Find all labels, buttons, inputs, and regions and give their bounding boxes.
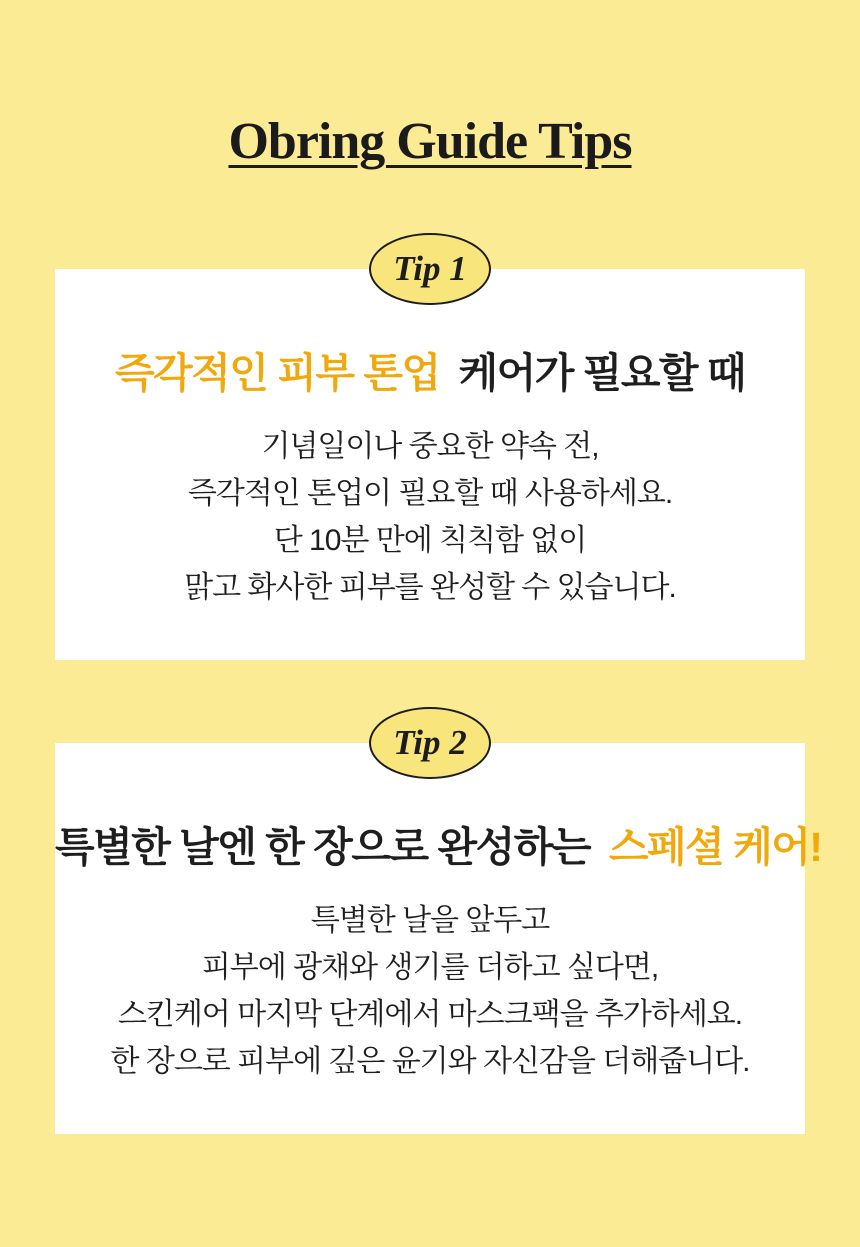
tip-1-body-line: 즉각적인 톤업이 필요할 때 사용하세요. — [187, 477, 673, 510]
tip-2-body-line: 특별한 날을 앞두고 — [310, 904, 550, 937]
tip-card-1 — [55, 249, 805, 660]
page-title-text: Obring Guide Tips — [228, 113, 632, 170]
tip-2-body — [55, 897, 805, 1085]
tip-2-badge — [369, 707, 491, 779]
tip-2-badge-label: Tip 2 — [393, 723, 467, 762]
tip-1-body-line: 기념일이나 중요한 약속 전, — [261, 430, 599, 463]
tip-1-heading — [55, 349, 805, 398]
tip-card-2 — [55, 723, 822, 1134]
tip-1-body-line: 맑고 화사한 피부를 완성할 수 있습니다. — [184, 571, 676, 604]
tip-2-body-line: 한 장으로 피부에 깊은 윤기와 자신감을 더해줍니다. — [110, 1045, 750, 1078]
tip-1-heading-accent: 즉각적인 피부 톤업 — [114, 350, 440, 396]
tip-1-body — [55, 423, 805, 611]
tip-2-body-line: 피부에 광채와 생기를 더하고 싶다면, — [201, 951, 659, 984]
tip-2-heading-accent: 스페셜 케어! — [608, 824, 822, 870]
tip-1-badge-label: Tip 1 — [393, 249, 467, 288]
tip-2-heading-rest: 특별한 날엔 한 장으로 완성하는 — [55, 824, 590, 870]
tip-1-heading-rest: 케어가 필요할 때 — [458, 350, 746, 396]
tip-2-heading — [55, 823, 822, 872]
tip-2-body-line: 스킨케어 마지막 단계에서 마스크팩을 추가하세요. — [117, 998, 743, 1031]
page-title — [0, 112, 860, 171]
tip-1-badge — [369, 233, 491, 305]
tip-1-body-line: 단 10분 만에 칙칙함 없이 — [273, 524, 587, 557]
